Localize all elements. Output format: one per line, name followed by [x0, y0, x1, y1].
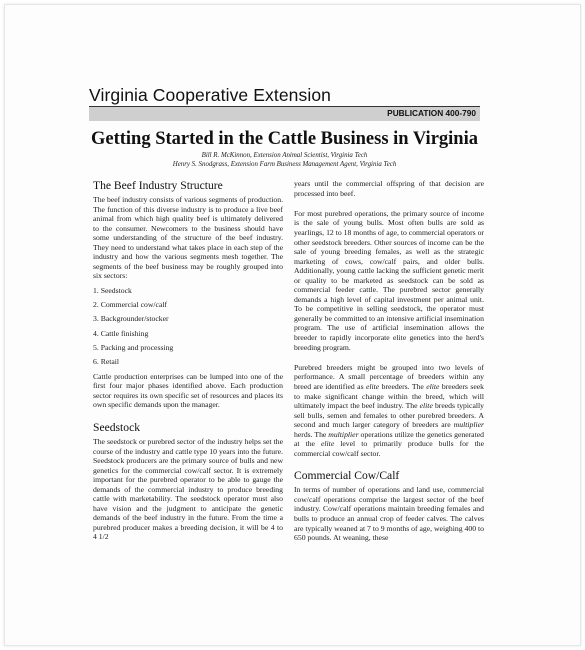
- publication-number: PUBLICATION 400-790: [387, 108, 476, 118]
- author-line: Bill R. McKinnon, Extension Animal Scientist, Virginia Tech: [201, 152, 368, 159]
- list-item: 4. Cattle finishing: [93, 328, 149, 338]
- organization-name: Virginia Cooperative Extension: [89, 85, 331, 105]
- list-item: 1. Seedstock: [93, 285, 132, 295]
- section-heading-commercial-cow-calf: Commercial Cow/Calf: [294, 469, 400, 483]
- section-heading-seedstock: Seedstock: [93, 420, 141, 434]
- author-line: Henry S. Snodgrass, Extension Farm Business Management Agent, Virginia Tech: [172, 161, 397, 168]
- emphasis: multiplier: [328, 429, 359, 439]
- paragraph: Cattle production enterprises can be lumped into one of the first four major phases identified above. Each production sector requires its own specific set of resources and places its own specific demands upon the manager.: [93, 371, 283, 410]
- publication-bar: [89, 106, 480, 121]
- list-item: 5. Packing and processing: [93, 343, 174, 353]
- paragraph: For most purebred operations, the primary source of income is the sale of young bulls. Most often bulls are sold as yearlings, 12 to 18 months of age, to commercial operators or other seedstock breeders. Other sources of income can be the sale of young breeding females, as well as the strategic marketing of cows, cow/calf pairs, and older bulls. Additionally, young cattle lacking the sufficient genetic merit or quality to be marketed as seedstock can be sold as commercial feeder cattle. The purebred sector generally demands a high level of capital investment per animal unit. To be competitive in selling seedstock, the operator must generally be committed to an intensive artificial insemination program. The use of artificial insemination allows the breeder to rapidly incorporate elite genetics into the herd's breeding program.: [294, 208, 484, 352]
- list-item: 3. Backgrounder/stocker: [93, 314, 169, 324]
- paragraph: In terms of number of operations and land use, commercial cow/calf operations comprise the largest sector of the beef industry. Cow/calf operations maintain breeding females and bulls to produce an annual crop of feeder calves. The calves are typically weaned at 7 to 9 months of age, weighing 400 to 650 pounds. At weaning, these: [294, 485, 484, 543]
- emphasis: elite: [419, 401, 433, 411]
- sector-list: [93, 286, 283, 367]
- emphasis: elite: [321, 439, 335, 449]
- paragraph: The beef industry consists of various segments of production. The function of this diverse industry is to produce a live beef animal from which high quality beef is ultimately delivered to the consumer. Newcomers to the business should have some understanding of the structure of the beef industry. They need to understand what takes place in each step of the industry and how the various segments mesh together. The segments of the beef business may be roughly grouped into six sectors:: [93, 195, 283, 281]
- paragraph: The seedstock or purebred sector of the industry helps set the course of the industry and cattle type 10 years into the future. Seedstock producers are the primary source of bulls and new genetics for the commercial cow/calf sector. It is extremely important for the purebred operator to be able to gauge the demands of the commercial industry to produce breeding cattle with marketability. The seedstock operator must also have vision and the judgment to anticipate the genetic demands of the beef industry in the future. From the time a purebred producer makes a breeding decision, it will be 4 to 4 1/2: [93, 436, 283, 542]
- left-column: [93, 179, 283, 547]
- document-title: Getting Started in the Cattle Business in Virginia: [91, 129, 478, 149]
- emphasis: multiplier: [453, 420, 484, 430]
- emphasis: elite: [426, 381, 440, 391]
- document-page: [4, 4, 581, 646]
- paragraph: years until the commercial offspring of that decision are processed into beef.: [294, 179, 484, 198]
- right-column: [294, 179, 484, 547]
- list-item: 2. Commercial cow/calf: [93, 300, 168, 310]
- paragraph: Purebred breeders might be grouped into two levels of performance. A small percentage of breeders within any breed are identified as elite breeders. The elite breeders seek to make significant change within the breed, which will ultimately impact the beef industry. The elite breeds typically sell bulls, semen and females to other purebred breeders. A second and much larger category of breeders are multiplier herds. The multiplier operations utilize the genetics generated at the elite level to primarily produce bulls for the commercial cow/calf sector.: [294, 362, 484, 458]
- emphasis: elite: [365, 381, 380, 391]
- list-item: 6. Retail: [93, 357, 120, 367]
- section-heading-beef-industry-structure: The Beef Industry Structure: [93, 179, 223, 192]
